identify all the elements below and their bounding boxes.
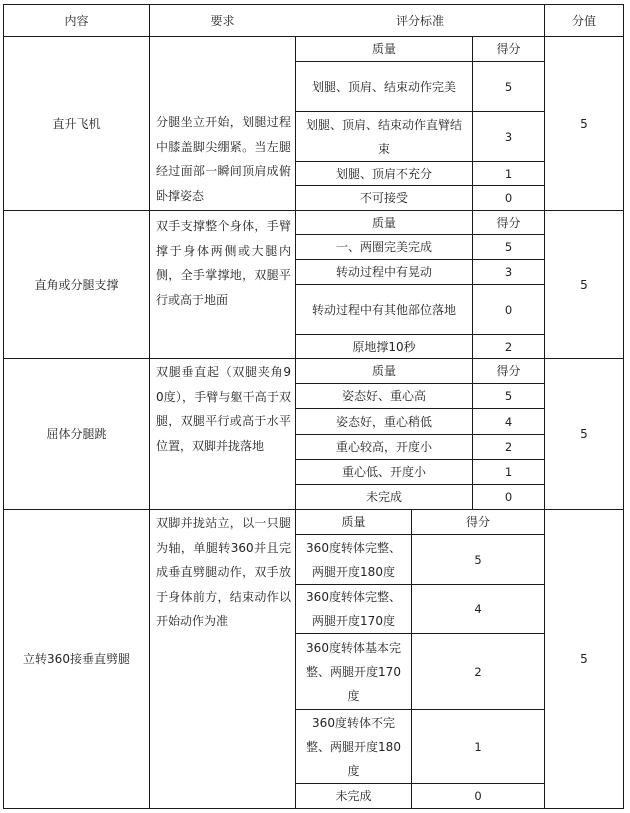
criteria-points: 5: [504, 79, 513, 94]
criteria-quality: 360度转体完整、两腿开度170度: [306, 590, 401, 628]
criteria-quality: 划腿、顶肩不充分: [335, 166, 432, 181]
criteria-points: 0: [474, 789, 482, 803]
item-score: 5: [580, 427, 588, 441]
header-score: 分值: [571, 13, 596, 28]
criteria-quality: 划腿、顶肩、结束动作直臂结束: [305, 117, 462, 156]
item-requirement: 双脚并拢站立，以一只腿为轴，单腿转360并且完成垂直劈腿动作，双手放于身体前方，结束动作以开始动作为准: [156, 516, 291, 628]
criteria-quality: 360度转体完整、两腿开度180度: [306, 540, 401, 579]
criteria-points: 0: [504, 302, 513, 317]
item-name: 直升飞机: [52, 116, 101, 131]
criteria-quality: 转动过程中有其他部位落地: [311, 302, 456, 317]
criteria-quality: 划腿、顶肩、结束动作完美: [311, 79, 456, 94]
criteria-quality-header: 质量: [341, 515, 366, 529]
criteria-points: 3: [504, 265, 513, 279]
item-name: 立转360接垂直劈腿: [23, 652, 130, 666]
criteria-quality: 转动过程中有晃动: [335, 265, 432, 279]
criteria-points: 2: [504, 339, 513, 354]
item-requirement: 双腿垂直起（双腿夹角90度），手臂与躯干高于双腿，双腿平行或高于水平位置，双脚并拢落地: [156, 365, 291, 453]
criteria-points: 1: [504, 465, 513, 479]
header-content: 内容: [64, 13, 89, 28]
item-name: 直角或分腿支撑: [34, 277, 119, 292]
criteria-points: 3: [504, 129, 513, 144]
criteria-quality-header: 质量: [371, 42, 396, 56]
item-name: 屈体分腿跳: [46, 427, 107, 441]
header-requirement: 要求: [210, 13, 235, 28]
item-score: 5: [580, 116, 588, 131]
item-requirement: 双手支撑整个身体，手臂撑于身体两侧或大腿内侧，全手掌撑地，双腿平行或高于地面: [156, 219, 291, 307]
criteria-points: 1: [504, 166, 513, 181]
criteria-points: 4: [504, 414, 513, 429]
criteria-points: 0: [504, 191, 513, 205]
criteria-points-header: 得分: [496, 42, 521, 56]
criteria-quality: 重心较高，开度小: [335, 440, 432, 454]
criteria-points: 2: [504, 440, 513, 454]
criteria-quality: 重心低、开度小: [341, 465, 426, 479]
criteria-quality: 不可接受: [359, 191, 408, 205]
criteria-points: 4: [474, 602, 482, 616]
criteria-quality: 一、两圈完美完成: [335, 240, 432, 254]
criteria-quality: 姿态好，重心稍低: [335, 414, 432, 429]
criteria-points: 2: [474, 664, 482, 679]
scoring-table: [3, 4, 624, 809]
criteria-quality: 原地撑10秒: [352, 339, 416, 354]
criteria-points: 5: [504, 240, 513, 254]
header-criteria: 评分标准: [395, 13, 444, 28]
criteria-quality: 未完成: [365, 490, 402, 504]
criteria-quality: 360度转体基本完整、两腿开度170度: [306, 640, 401, 703]
criteria-points: 5: [474, 552, 482, 567]
criteria-points-header: 得分: [465, 515, 490, 529]
criteria-points: 5: [504, 389, 513, 403]
criteria-points: 1: [474, 739, 482, 754]
criteria-quality-header: 质量: [371, 364, 396, 378]
criteria-quality: 未完成: [335, 789, 372, 803]
criteria-points: 0: [504, 490, 513, 504]
criteria-quality: 360度转体不完整、两腿开度180度: [306, 715, 401, 778]
criteria-quality: 姿态好、重心高: [341, 389, 426, 403]
item-requirement: 分腿坐立开始，划腿过程中膝盖脚尖绷紧。当左腿经过面部一瞬间顶肩成俯卧撑姿态: [156, 115, 291, 203]
criteria-points-header: 得分: [496, 364, 521, 378]
criteria-quality-header: 质量: [371, 215, 396, 230]
criteria-points-header: 得分: [496, 215, 521, 230]
item-score: 5: [580, 277, 588, 292]
item-score: 5: [580, 652, 588, 666]
